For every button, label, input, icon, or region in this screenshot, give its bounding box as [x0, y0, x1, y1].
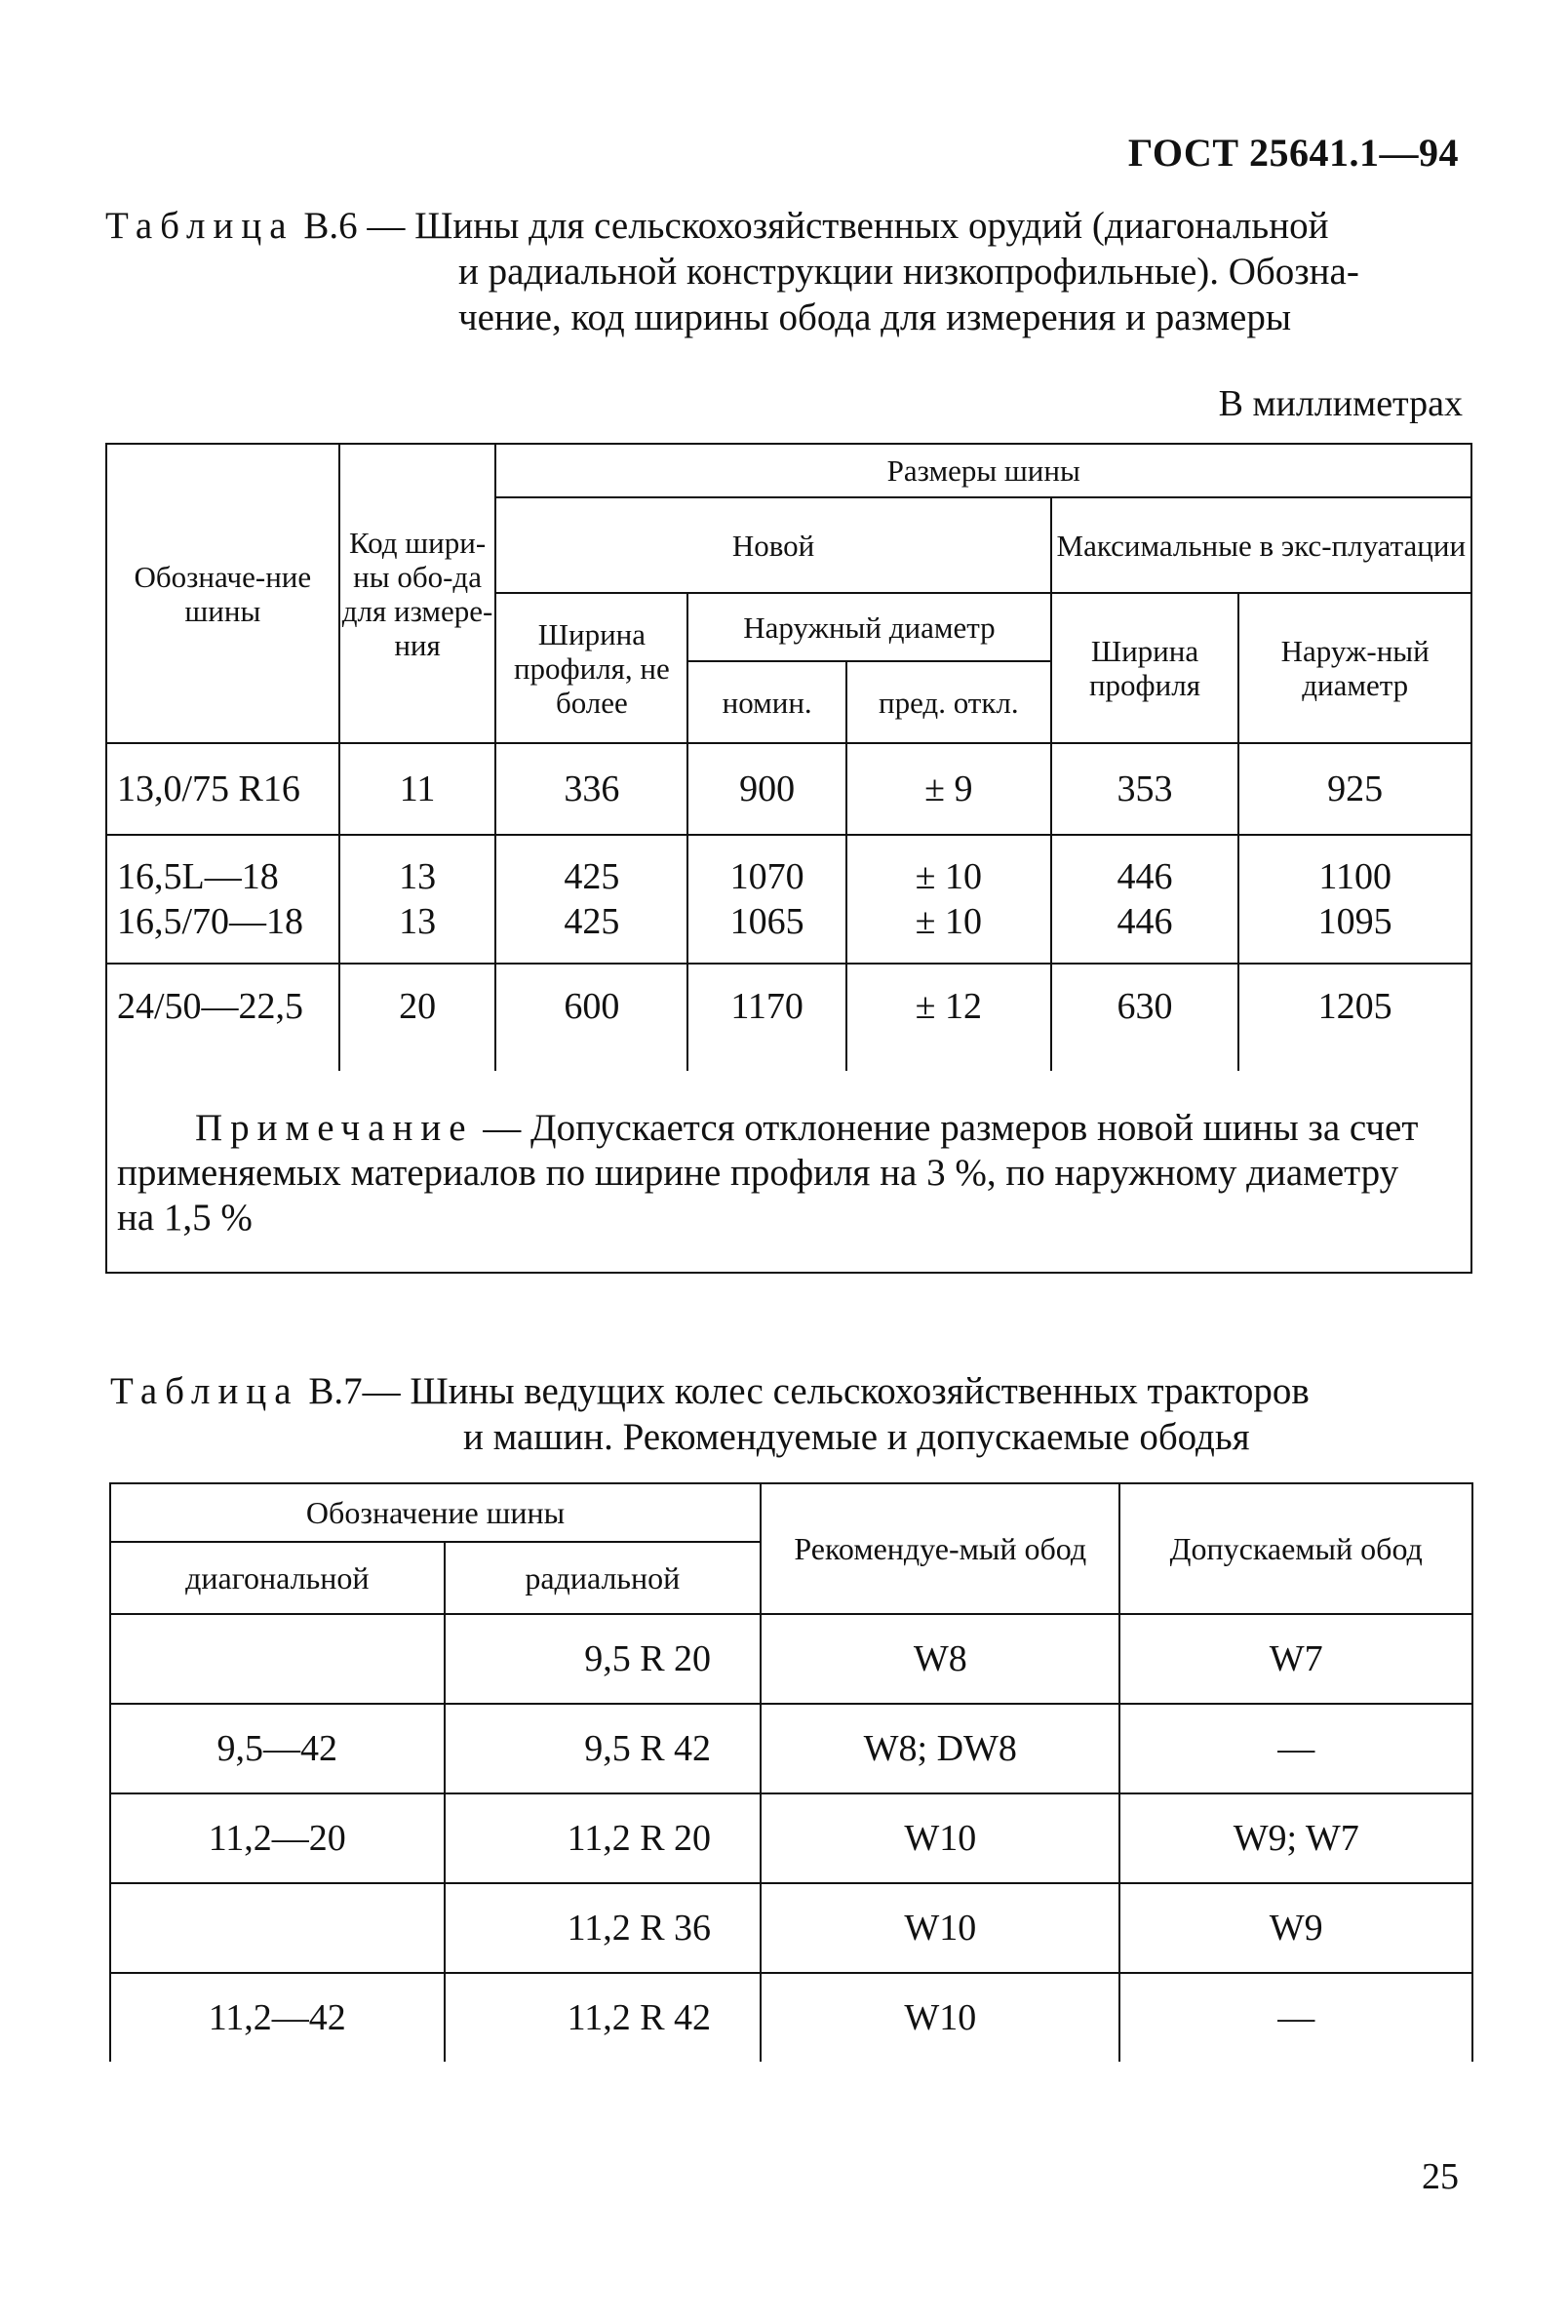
cell-recommended: W10 — [761, 1793, 1119, 1883]
document-standard-header: ГОСТ 25641.1—94 — [1127, 131, 1459, 175]
table-b7-caption — [110, 1368, 1475, 1460]
header-rim-code: Код шири-ны обо-да для измере-ния — [339, 444, 496, 743]
cell-diagonal: 11,2—20 — [110, 1793, 445, 1883]
cell-tolerance: ± 12 — [846, 964, 1051, 1071]
header-outer-diameter-max: Наруж-ный диаметр — [1238, 593, 1471, 743]
caption-line: В.7— Шины ведущих колес сельскохозяйственных тракторов — [298, 1370, 1310, 1412]
header-width-new: Ширина профиля, не более — [495, 593, 687, 743]
cell-line: 1070 — [729, 856, 804, 897]
cell-radial: 11,2 R 42 — [445, 1973, 762, 2062]
header-diagonal: диагональной — [110, 1542, 445, 1614]
header-designation: Обозначение шины — [110, 1483, 761, 1542]
cell-diagonal: 11,2—42 — [110, 1973, 445, 2062]
cell-width — [495, 835, 687, 964]
cell-nominal: 900 — [687, 743, 846, 835]
header-tolerance: пред. откл. — [846, 661, 1051, 743]
cell-diagonal — [110, 1883, 445, 1973]
cell-line: ± 10 — [915, 901, 982, 942]
table-row — [106, 835, 1471, 964]
table-b6 — [105, 443, 1472, 1274]
table-row — [106, 743, 1471, 835]
cell-radial: 9,5 R 42 — [445, 1704, 762, 1793]
cell-nominal — [687, 835, 846, 964]
header-recommended: Рекомендуе-мый обод — [761, 1483, 1119, 1614]
header-outer-diameter: Наружный диаметр — [687, 593, 1050, 661]
table-row — [110, 1973, 1472, 2062]
cell-recommended: W10 — [761, 1883, 1119, 1973]
cell-recommended: W10 — [761, 1973, 1119, 2062]
caption-line: и радиальной конструкции низкопрофильные). Обозна- — [458, 251, 1359, 293]
cell-permitted: W7 — [1119, 1614, 1472, 1704]
cell-width-max: 353 — [1051, 743, 1239, 835]
cell-line: 13 — [399, 901, 437, 942]
cell-line: 13 — [399, 856, 437, 897]
table-row — [106, 964, 1471, 1071]
cell-line: 1065 — [729, 901, 804, 942]
page-number: 25 — [1422, 2156, 1459, 2197]
cell-line: 1095 — [1317, 901, 1392, 942]
note-text: — Допускается отклонение размеров новой шины за счет применяемых материалов по ширине профиля на 3 %, по наружному диаметру на 1,5 % — [117, 1107, 1419, 1239]
caption-label: Таблица — [110, 1370, 299, 1412]
cell-code: 11 — [339, 743, 496, 835]
table-row — [110, 1704, 1472, 1793]
cell-code — [339, 835, 496, 964]
table-row — [110, 1883, 1472, 1973]
cell-permitted: W9; W7 — [1119, 1793, 1472, 1883]
cell-permitted: — — [1119, 1704, 1472, 1793]
cell-width-max — [1051, 835, 1239, 964]
cell-permitted: W9 — [1119, 1883, 1472, 1973]
cell-radial: 9,5 R 20 — [445, 1614, 762, 1704]
caption-label: Таблица — [105, 205, 294, 247]
caption-line: чение, код ширины обода для измерения и размеры — [458, 296, 1292, 338]
table-b6-caption — [105, 203, 1470, 340]
units-label: В миллиметрах — [1218, 383, 1463, 424]
header-width-max: Ширина профиля — [1051, 593, 1239, 743]
cell-line: 1100 — [1318, 856, 1392, 897]
cell-recommended: W8; DW8 — [761, 1704, 1119, 1793]
cell-width: 600 — [495, 964, 687, 1071]
header-max-service: Максимальные в экс-плуатации — [1051, 497, 1471, 593]
cell-radial: 11,2 R 20 — [445, 1793, 762, 1883]
table-note — [106, 1071, 1471, 1273]
cell-line: 16,5L—18 — [117, 856, 279, 897]
cell-line: 446 — [1117, 901, 1173, 942]
cell-line: 16,5/70—18 — [117, 901, 304, 942]
cell-width-max: 630 — [1051, 964, 1239, 1071]
cell-diagonal: 9,5—42 — [110, 1704, 445, 1793]
header-nominal: номин. — [687, 661, 846, 743]
header-sizes: Размеры шины — [495, 444, 1471, 497]
cell-line: 425 — [564, 856, 620, 897]
table-b7 — [109, 1482, 1473, 2062]
cell-diameter-max: 925 — [1238, 743, 1471, 835]
cell-width: 336 — [495, 743, 687, 835]
cell-code: 20 — [339, 964, 496, 1071]
cell-line: 425 — [564, 901, 620, 942]
cell-designation: 24/50—22,5 — [106, 964, 339, 1071]
note-label: Примечание — [195, 1107, 474, 1149]
cell-recommended: W8 — [761, 1614, 1119, 1704]
cell-radial: 11,2 R 36 — [445, 1883, 762, 1973]
cell-diameter-max: 1205 — [1238, 964, 1471, 1071]
header-designation: Обозначе-ние шины — [106, 444, 339, 743]
cell-line: ± 10 — [915, 856, 982, 897]
cell-designation — [106, 835, 339, 964]
caption-line: и машин. Рекомендуемые и допускаемые ободья — [463, 1416, 1250, 1458]
cell-tolerance — [846, 835, 1051, 964]
cell-line: 446 — [1117, 856, 1173, 897]
cell-designation: 13,0/75 R16 — [106, 743, 339, 835]
caption-line: В.6 — Шины для сельскохозяйственных орудий (диагональной — [294, 205, 1329, 247]
header-radial: радиальной — [445, 1542, 762, 1614]
header-new: Новой — [495, 497, 1050, 593]
table-row — [110, 1614, 1472, 1704]
cell-diagonal — [110, 1614, 445, 1704]
cell-tolerance: ± 9 — [846, 743, 1051, 835]
table-row — [110, 1793, 1472, 1883]
cell-permitted: — — [1119, 1973, 1472, 2062]
cell-diameter-max — [1238, 835, 1471, 964]
cell-nominal: 1170 — [687, 964, 846, 1071]
header-permitted: Допускаемый обод — [1119, 1483, 1472, 1614]
